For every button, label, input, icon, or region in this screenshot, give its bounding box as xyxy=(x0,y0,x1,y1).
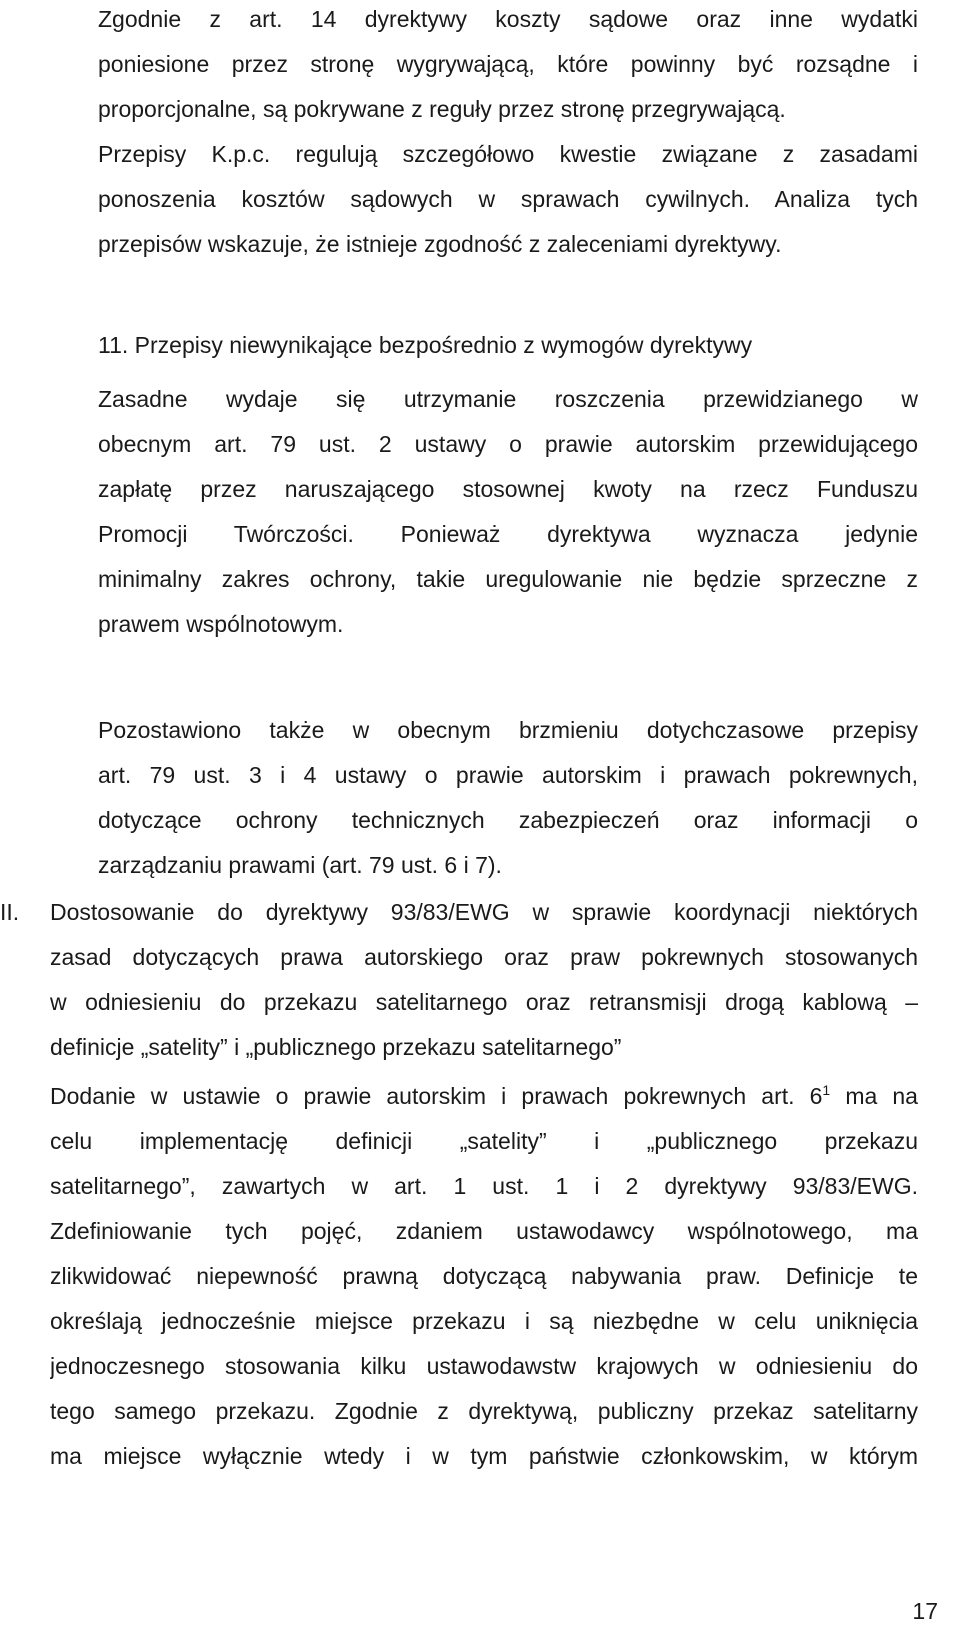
text-line: ponoszenia kosztów sądowych w sprawach cywilnych. Analiza tych xyxy=(98,188,918,212)
text-line: celu implementację definicji „satelity” i „publicznego przekazu xyxy=(50,1130,918,1154)
section-II-heading xyxy=(50,901,918,1060)
paragraph-art-79-ust-3-4 xyxy=(98,719,918,878)
text-line: jednoczesnego stosowania kilku ustawodawstw krajowych w odniesieniu do xyxy=(50,1355,918,1379)
text-line: Dostosowanie do dyrektywy 93/83/EWG w sprawie koordynacji niektórych xyxy=(50,901,918,925)
text-line: Zgodnie z art. 14 dyrektywy koszty sądowe oraz inne wydatki xyxy=(98,8,918,32)
text-line: zasad dotyczących prawa autorskiego oraz praw pokrewnych stosowanych xyxy=(50,946,918,970)
text-line: zlikwidować niepewność prawną dotyczącą nabywania praw. Definicje te xyxy=(50,1265,918,1289)
text-line: Przepisy K.p.c. regulują szczegółowo kwestie związane z zasadami xyxy=(98,143,918,167)
text-line: ma miejsce wyłącznie wtedy i w tym państwie członkowskim, w którym xyxy=(50,1445,918,1469)
text-line: Pozostawiono także w obecnym brzmieniu dotychczasowe przepisy xyxy=(98,719,918,743)
section-heading: 11. Przepisy niewynikające bezpośrednio z wymogów dyrektywy xyxy=(98,332,753,358)
text-line: prawem wspólnotowym. xyxy=(98,611,344,637)
text-line: zapłatę przez naruszającego stosownej kwoty na rzecz Funduszu xyxy=(98,478,918,502)
superscript: 1 xyxy=(822,1085,831,1098)
text-line: zarządzaniu prawami (art. 79 ust. 6 i 7). xyxy=(98,852,502,878)
text-line: Zasadne wydaje się utrzymanie roszczenia przewidzianego w xyxy=(98,388,918,412)
paragraph-satellite-definitions xyxy=(50,1085,918,1469)
paragraph-art-79-ust-2 xyxy=(98,388,918,637)
text-run: Dodanie w ustawie o prawie autorskim i prawach pokrewnych art. 6 xyxy=(50,1085,823,1109)
text-line: art. 79 ust. 3 i 4 ustawy o prawie autorskim i prawach pokrewnych, xyxy=(98,764,918,788)
text-line: poniesione przez stronę wygrywającą, które powinny być rozsądne i xyxy=(98,53,918,77)
text-line: minimalny zakres ochrony, takie uregulowanie nie będzie sprzeczne z xyxy=(98,568,918,592)
text-line xyxy=(50,1085,918,1109)
text-line: tego samego przekazu. Zgodnie z dyrektywą, publiczny przekaz satelitarny xyxy=(50,1400,918,1424)
text-line: satelitarnego”, zawartych w art. 1 ust. 1 i 2 dyrektywy 93/83/EWG. xyxy=(50,1175,918,1199)
text-line: proporcjonalne, są pokrywane z reguły przez stronę przegrywającą. xyxy=(98,96,786,122)
page-number: 17 xyxy=(912,1598,938,1624)
section-II-numeral: II. xyxy=(0,899,20,925)
paragraph-costs-article-14 xyxy=(98,8,918,122)
paragraph-kpc-provisions xyxy=(98,143,918,257)
text-run: ma na xyxy=(830,1085,918,1109)
section-11-heading xyxy=(98,334,918,358)
text-line: Zdefiniowanie tych pojęć, zdaniem ustawodawcy wspólnotowego, ma xyxy=(50,1220,918,1244)
text-line: przepisów wskazuje, że istnieje zgodność z zaleceniami dyrektywy. xyxy=(98,231,782,257)
text-line: w odniesieniu do przekazu satelitarnego oraz retransmisji drogą kablową – xyxy=(50,991,918,1015)
text-line: definicje „satelity” i „publicznego przekazu satelitarnego” xyxy=(50,1034,622,1060)
text-line: określają jednocześnie miejsce przekazu i są niezbędne w celu uniknięcia xyxy=(50,1310,918,1334)
text-line: dotyczące ochrony technicznych zabezpieczeń oraz informacji o xyxy=(98,809,918,833)
text-line: Promocji Twórczości. Ponieważ dyrektywa wyznacza jedynie xyxy=(98,523,918,547)
text-line: obecnym art. 79 ust. 2 ustawy o prawie autorskim przewidującego xyxy=(98,433,918,457)
